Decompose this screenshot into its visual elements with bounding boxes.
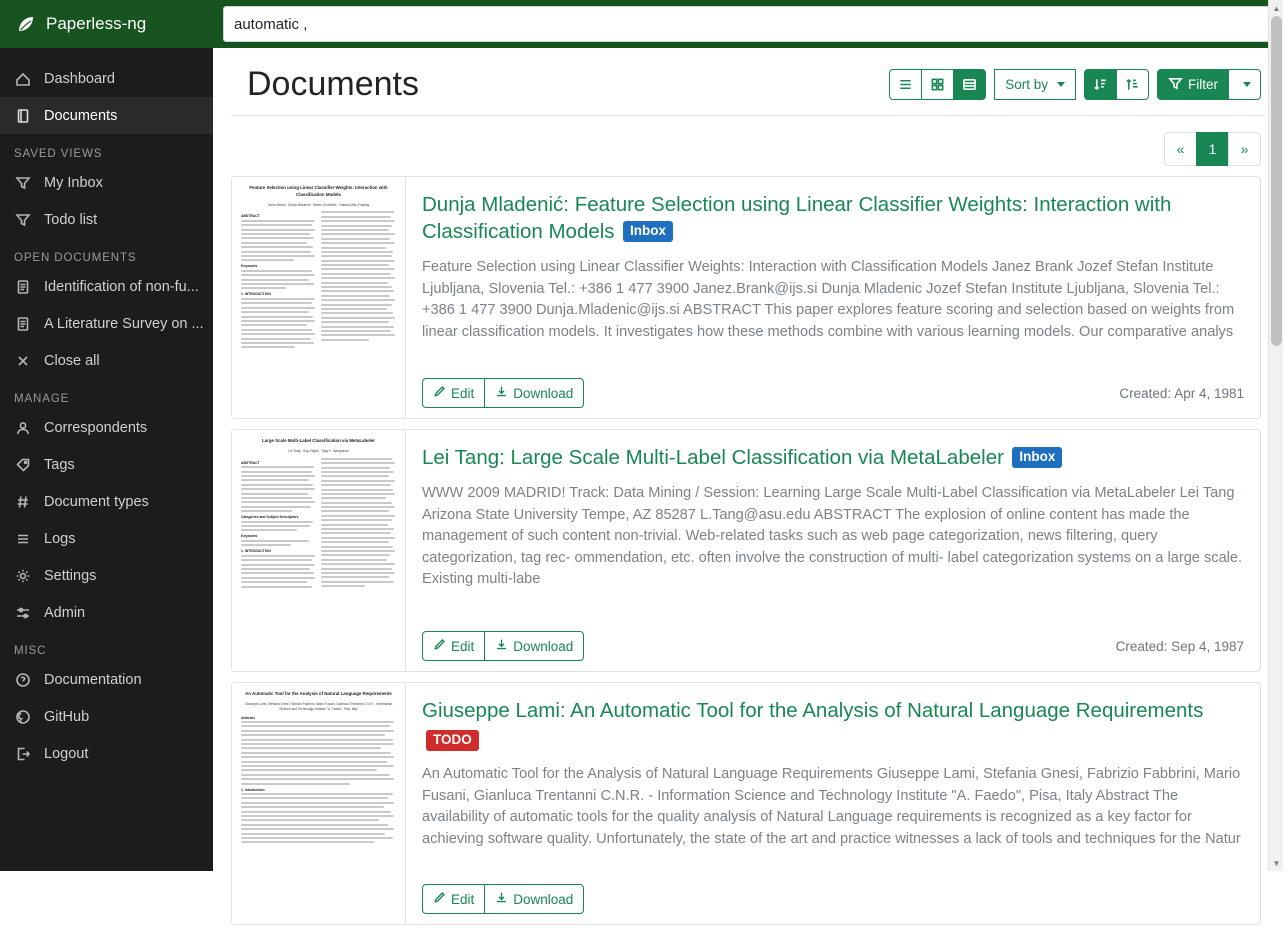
caret-down-icon bbox=[1057, 82, 1065, 87]
document-actions bbox=[422, 631, 584, 661]
sidebar-item-label: Correspondents bbox=[44, 419, 148, 436]
download-label: Download bbox=[513, 385, 574, 401]
document-footer bbox=[422, 378, 1244, 408]
sidebar-item-label: GitHub bbox=[44, 708, 90, 725]
sidebar-item-close-all[interactable] bbox=[0, 342, 213, 379]
logout-icon bbox=[14, 745, 32, 763]
scroll-up-arrow-icon[interactable]: ▲ bbox=[1272, 3, 1281, 13]
thumbnail-title: Feature Selection using Linear Classifier Weights: Interaction with Classification Models bbox=[249, 185, 388, 197]
edit-button[interactable] bbox=[422, 631, 485, 661]
document-title[interactable]: Dunja Mladenić: Feature Selection using Linear Classifier Weights: Interaction with Classification Models bbox=[422, 193, 1172, 244]
download-icon bbox=[495, 385, 508, 401]
thumbnail-page bbox=[232, 430, 405, 671]
search-area bbox=[213, 0, 1283, 48]
status-badge[interactable]: Inbox bbox=[1012, 447, 1062, 468]
thumbnail-columns bbox=[241, 458, 396, 590]
download-label: Download bbox=[513, 638, 574, 654]
created-date: Created: Sep 4, 1987 bbox=[1115, 638, 1244, 654]
brand-title: Paperless-ng bbox=[46, 14, 147, 33]
x-icon bbox=[14, 352, 32, 370]
question-circle-icon bbox=[14, 671, 32, 689]
sort-by-button[interactable] bbox=[994, 69, 1076, 100]
scroll-down-arrow-icon[interactable]: ▼ bbox=[1272, 858, 1281, 868]
sidebar-item-label: Tags bbox=[44, 456, 75, 473]
sidebar-item-label: A Literature Survey on ... bbox=[44, 315, 204, 332]
sidebar-item-label: Document types bbox=[44, 493, 149, 510]
thumbnail-columns bbox=[241, 211, 396, 350]
document-actions bbox=[422, 884, 584, 914]
edit-label: Edit bbox=[451, 891, 475, 907]
sidebar-item-dashboard[interactable] bbox=[0, 60, 213, 97]
document-card[interactable] bbox=[231, 176, 1261, 419]
sidebar-item-logout[interactable] bbox=[0, 735, 213, 772]
file-text-icon bbox=[14, 315, 32, 333]
filter-button[interactable] bbox=[1157, 69, 1229, 100]
file-text-icon bbox=[14, 278, 32, 296]
document-thumbnail[interactable] bbox=[232, 683, 406, 924]
download-button[interactable] bbox=[484, 631, 584, 661]
brand-area[interactable] bbox=[0, 0, 213, 48]
top-bar bbox=[0, 0, 1283, 48]
main-content bbox=[213, 48, 1283, 907]
sidebar-section-misc: MISC bbox=[14, 645, 47, 657]
sidebar-section-saved-views: SAVED VIEWS bbox=[14, 148, 103, 160]
sidebar-item-logs[interactable] bbox=[0, 520, 213, 557]
documents-icon bbox=[14, 107, 32, 125]
sidebar-item-label: Dashboard bbox=[44, 70, 115, 87]
document-title[interactable]: Giuseppe Lami: An Automatic Tool for the Analysis of Natural Language Requirements bbox=[422, 699, 1204, 723]
sort-direction-group bbox=[1084, 69, 1149, 100]
pagination-page-1[interactable]: 1 bbox=[1196, 132, 1229, 166]
view-mode-group bbox=[889, 69, 986, 100]
edit-label: Edit bbox=[451, 385, 475, 401]
page-header bbox=[231, 48, 1265, 116]
sidebar-item-label: Documents bbox=[44, 107, 118, 124]
document-body bbox=[406, 430, 1260, 671]
pagination-prev[interactable]: « bbox=[1164, 132, 1197, 166]
thumbnail-section: Keywords bbox=[241, 264, 258, 269]
sidebar-item-correspondents[interactable] bbox=[0, 409, 213, 446]
filter-dropdown-button[interactable] bbox=[1228, 69, 1261, 100]
sort-alpha-up-button[interactable] bbox=[1116, 69, 1149, 100]
sidebar-item-label: Logs bbox=[44, 530, 76, 547]
sidebar-item-open-doc-2[interactable] bbox=[0, 305, 213, 342]
thumbnail-section: 1. INTRODUCTION bbox=[241, 292, 271, 297]
window-scrollbar-thumb[interactable] bbox=[1271, 16, 1282, 346]
sidebar-item-open-doc-1[interactable] bbox=[0, 268, 213, 305]
sliders-icon bbox=[14, 604, 32, 622]
pagination-next[interactable]: » bbox=[1228, 132, 1261, 166]
sidebar-item-admin[interactable] bbox=[0, 594, 213, 631]
thumbnail-section: ABSTRACT bbox=[241, 460, 260, 465]
edit-label: Edit bbox=[451, 638, 475, 654]
document-actions bbox=[422, 378, 584, 408]
document-excerpt: WWW 2009 MADRID! Track: Data Mining / Session: Learning Large Scale Multi-Label Classification via MetaLabeler Lei Tang Arizona State University Tempe, AZ 85287 L.Tang@asu.edu ABSTRACT The explosion of online content has made the management of such content non-trivial. Web-related tasks such as web page categorization, news filtering, query categorization, tag rec- ommendation, etc. often involve the construction of multi- label categorization systems on a large scale. Existing multi-labe bbox=[422, 485, 1243, 588]
sidebar-item-my-inbox[interactable] bbox=[0, 164, 213, 201]
sidebar-item-label: Settings bbox=[44, 567, 97, 584]
thumbnail-title: Large Scale Multi-Label Classification via MetaLabeler bbox=[262, 438, 375, 444]
sort-alpha-down-button[interactable] bbox=[1084, 69, 1117, 100]
thumbnail-page bbox=[232, 683, 405, 924]
page-title: Documents bbox=[247, 65, 419, 103]
sidebar-item-label: My Inbox bbox=[44, 174, 103, 191]
download-label: Download bbox=[513, 891, 574, 907]
document-title-row bbox=[422, 697, 1244, 752]
sidebar-item-tags[interactable] bbox=[0, 446, 213, 483]
document-body bbox=[406, 683, 1260, 924]
thumbnail-section: ABSTRACT bbox=[241, 214, 260, 219]
window-scrollbar[interactable] bbox=[1268, 0, 1283, 871]
thumbnail-title: An Automatic Tool for the Analysis of Natural Language Requirements bbox=[245, 691, 392, 697]
sort-by-label: Sort by bbox=[1005, 77, 1048, 93]
document-list bbox=[231, 176, 1265, 925]
paperless-leaf-icon bbox=[16, 14, 36, 34]
pagination bbox=[1164, 132, 1261, 166]
hash-icon bbox=[14, 493, 32, 511]
caret-down-icon bbox=[1243, 82, 1251, 87]
document-title[interactable]: Lei Tang: Large Scale Multi-Label Classification via MetaLabeler bbox=[422, 446, 1004, 470]
dashboard-icon bbox=[14, 70, 32, 88]
sidebar-section-manage: MANAGE bbox=[14, 393, 70, 405]
pencil-icon bbox=[433, 638, 446, 654]
edit-button[interactable] bbox=[422, 884, 485, 914]
sidebar-item-label: Documentation bbox=[44, 671, 142, 688]
thumbnail-section: Categories and Subject Descriptors bbox=[241, 515, 299, 520]
list-icon bbox=[14, 530, 32, 548]
thumbnail-section: 1. INTRODUCTION bbox=[241, 549, 271, 554]
person-icon bbox=[14, 419, 32, 437]
main-inner bbox=[213, 48, 1283, 935]
filter-group bbox=[1157, 69, 1261, 100]
body-wrapper bbox=[0, 48, 1283, 907]
gear-icon bbox=[14, 567, 32, 585]
sidebar-item-github[interactable] bbox=[0, 698, 213, 735]
sidebar bbox=[0, 48, 213, 871]
thumbnail-page bbox=[232, 177, 405, 418]
thumbnail-authors: Janez Brank · Dunja Mladenić · Marko Grobelnik · Natasa Milic-Frayling bbox=[267, 202, 370, 207]
thumbnail-authors: Lei Tang · Suju Rajan · Vijay K. Narayanan bbox=[288, 449, 349, 453]
download-button[interactable] bbox=[484, 378, 584, 408]
document-thumbnail[interactable] bbox=[232, 177, 406, 418]
thumbnail-section: 1. Introduction bbox=[241, 787, 265, 792]
download-button[interactable] bbox=[484, 884, 584, 914]
search-input[interactable] bbox=[223, 6, 1275, 42]
document-excerpt: An Automatic Tool for the Analysis of Natural Language Requirements Giuseppe Lami, Stefania Gnesi, Fabrizio Fabbrini, Mario Fusani, Gianluca Trentanni C.N.R. - Information Science and Technology Institute "A. Faedo", Pisa, Italy Abstract The availability of automatic tools for the quality analysis of Natural Language requirements is recognized as a key factor for achieving software quality. Unfortunately, the state of the art and practice witnesses a lack of tools and techniques for the Natur bbox=[422, 766, 1241, 847]
sidebar-item-documentation[interactable] bbox=[0, 661, 213, 698]
sidebar-item-settings[interactable] bbox=[0, 557, 213, 594]
thumbnail-section: Keywords bbox=[241, 534, 258, 539]
edit-button[interactable] bbox=[422, 378, 485, 408]
tag-icon bbox=[14, 456, 32, 474]
document-excerpt: Feature Selection using Linear Classifier Weights: Interaction with Classification Models Janez Brank Jozef Stefan Institute Ljubljana, Slovenia Tel.: +386 1 477 3900 Janez.Brank@ijs.si Dunja Mladenic Jozef Stefan Institute Ljubljana, Slovenia Tel.: +386 1 477 3900 Dunja.Mladenic@ijs.si ABSTRACT This paper explores feature scoring and selection based on weights from linear classification models. It investigates how these methods combine with various learning models. Our comparative analys bbox=[422, 259, 1235, 340]
sidebar-item-label: Identification of non-fu... bbox=[44, 278, 199, 295]
document-thumbnail[interactable] bbox=[232, 430, 406, 671]
sidebar-item-label: Admin bbox=[44, 604, 86, 621]
status-badge[interactable]: TODO bbox=[426, 730, 479, 751]
details-view-button[interactable] bbox=[953, 69, 986, 100]
document-footer bbox=[422, 884, 1244, 914]
toolbar bbox=[889, 69, 1261, 100]
sidebar-item-label: Todo list bbox=[44, 211, 98, 228]
sidebar-item-documents[interactable] bbox=[0, 97, 213, 134]
status-badge[interactable]: Inbox bbox=[623, 221, 673, 242]
pagination-row bbox=[231, 116, 1265, 176]
thumbnail-section: Abstract bbox=[241, 715, 255, 720]
sidebar-section-open-documents: OPEN DOCUMENTS bbox=[14, 252, 137, 264]
document-footer bbox=[422, 631, 1244, 661]
document-body bbox=[406, 177, 1260, 418]
pencil-icon bbox=[433, 891, 446, 907]
funnel-icon bbox=[14, 174, 32, 192]
sidebar-item-document-types[interactable] bbox=[0, 483, 213, 520]
grid-view-button[interactable] bbox=[921, 69, 954, 100]
list-view-button[interactable] bbox=[889, 69, 922, 100]
thumbnail-authors: Giuseppe Lami, Stefania Gnesi, Fabrizio Fabbrini, Mario Fusani, Gianluca Trentanni C.N.R. - Information Science and Technology Institute "A. Faedo", Pisa, Italy bbox=[244, 702, 393, 711]
download-icon bbox=[495, 638, 508, 654]
funnel-icon bbox=[14, 211, 32, 229]
document-title-row bbox=[422, 191, 1244, 245]
sidebar-item-todo-list[interactable] bbox=[0, 201, 213, 238]
pencil-icon bbox=[433, 385, 446, 401]
filter-label: Filter bbox=[1188, 77, 1218, 93]
created-date: Created: Apr 4, 1981 bbox=[1119, 385, 1244, 401]
github-icon bbox=[14, 708, 32, 726]
sidebar-item-label: Close all bbox=[44, 352, 100, 369]
document-title-row bbox=[422, 444, 1244, 471]
document-card[interactable] bbox=[231, 682, 1261, 925]
download-icon bbox=[495, 891, 508, 907]
funnel-icon bbox=[1168, 76, 1183, 94]
document-card[interactable] bbox=[231, 429, 1261, 672]
sidebar-item-label: Logout bbox=[44, 745, 89, 762]
